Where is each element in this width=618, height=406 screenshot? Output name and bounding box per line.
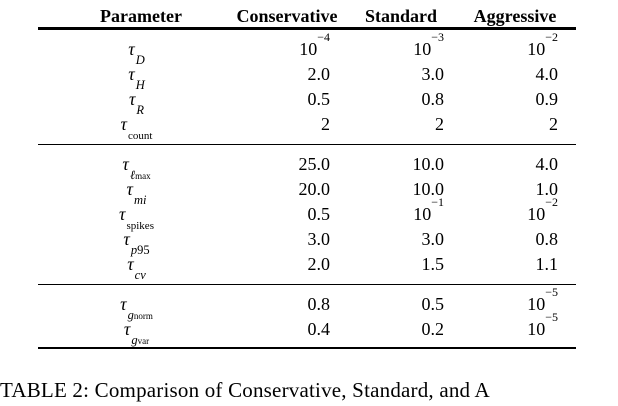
param-tau-p95: $\tau_{p95}$	[123, 229, 150, 257]
value-tau-cv-standard: 1.5	[421, 254, 444, 274]
table-body	[38, 30, 576, 350]
value-tau-r-standard: 0.8	[421, 89, 444, 109]
parameter-comparison-table	[38, 6, 576, 349]
param-tau-gnorm: $\tau_{gnorm}$	[120, 294, 153, 322]
caption-text: Comparison of Conservative, Standard, and A	[94, 378, 490, 402]
table-row	[38, 227, 576, 252]
value-tau-count-aggressive: 2	[549, 114, 558, 134]
table-caption	[0, 378, 618, 403]
value-tau-cv-conservative: 2.0	[307, 254, 330, 274]
value-tau-spikes-aggressive: $10^{-2}$	[527, 195, 558, 224]
value-tau-spikes-conservative: 0.5	[307, 204, 330, 224]
header-row	[38, 6, 576, 28]
param-tau-d: $\tau_D$	[128, 39, 145, 67]
value-tau-h-conservative: 2.0	[307, 64, 330, 84]
value-tau-d-aggressive: $10^{-2}$	[527, 30, 558, 59]
value-tau-count-standard: 2	[435, 114, 444, 134]
value-tau-gnorm-conservative: 0.8	[307, 294, 330, 314]
param-tau-mi: $\tau_{mi}$	[126, 179, 147, 207]
header-standard: Standard	[364, 6, 438, 26]
value-tau-mi-conservative: 20.0	[298, 179, 330, 199]
value-tau-gnorm-aggressive: $10^{-5}$	[527, 285, 558, 314]
header-conservative: Conservative	[236, 6, 338, 26]
caption-label: TABLE 2:	[0, 378, 90, 402]
table-bottom-rule	[38, 348, 576, 349]
table-row	[38, 252, 576, 277]
spacer	[38, 285, 576, 292]
value-tau-p95-conservative: 3.0	[307, 229, 330, 249]
value-tau-d-standard: $10^{-3}$	[413, 30, 444, 59]
table-row	[38, 152, 576, 177]
table-row	[38, 112, 576, 137]
param-tau-cv: $\tau_{cv}$	[127, 254, 146, 282]
value-tau-lmax-standard: 10.0	[412, 154, 444, 174]
spacer	[38, 277, 576, 285]
value-tau-h-standard: 3.0	[421, 64, 444, 84]
value-tau-gvar-conservative: 0.4	[307, 319, 330, 339]
header-parameter: Parameter	[100, 6, 182, 26]
value-tau-spikes-standard: $10^{-1}$	[413, 195, 444, 224]
param-tau-r: $\tau_R$	[128, 89, 145, 117]
value-tau-lmax-aggressive: 4.0	[535, 154, 558, 174]
value-tau-h-aggressive: 4.0	[535, 64, 558, 84]
spacer	[38, 30, 576, 37]
value-tau-d-conservative: $10^{-4}$	[299, 30, 330, 59]
value-tau-gvar-aggressive: $10^{-5}$	[527, 310, 558, 339]
value-tau-mi-standard: 10.0	[412, 179, 444, 199]
table-figure	[0, 6, 618, 406]
param-tau-count: $\tau_{count}$	[120, 114, 153, 142]
value-tau-mi-aggressive: 1.0	[535, 179, 558, 199]
param-tau-lmax: $\tau_{\ell max}$	[122, 154, 151, 182]
table-row	[38, 317, 576, 342]
param-tau-gvar: $\tau_{gvar}$	[123, 319, 150, 347]
table-row	[38, 292, 576, 317]
param-tau-spikes: $\tau_{spikes}$	[119, 204, 154, 232]
value-tau-r-aggressive: 0.9	[535, 89, 558, 109]
spacer	[38, 145, 576, 152]
header-aggressive: Aggressive	[473, 6, 557, 26]
spacer	[38, 137, 576, 145]
table-row	[38, 37, 576, 62]
table-header	[38, 6, 576, 28]
value-tau-lmax-conservative: 25.0	[298, 154, 330, 174]
value-tau-count-conservative: 2	[321, 114, 330, 134]
value-tau-cv-aggressive: 1.1	[535, 254, 558, 274]
table-row	[38, 87, 576, 112]
value-tau-p95-standard: 3.0	[421, 229, 444, 249]
value-tau-gvar-standard: 0.2	[421, 319, 444, 339]
param-tau-h: $\tau_H$	[128, 64, 145, 92]
table-row	[38, 62, 576, 87]
table-row	[38, 202, 576, 227]
value-tau-r-conservative: 0.5	[307, 89, 330, 109]
value-tau-p95-aggressive: 0.8	[535, 229, 558, 249]
table-row	[38, 177, 576, 202]
value-tau-gnorm-standard: 0.5	[421, 294, 444, 314]
